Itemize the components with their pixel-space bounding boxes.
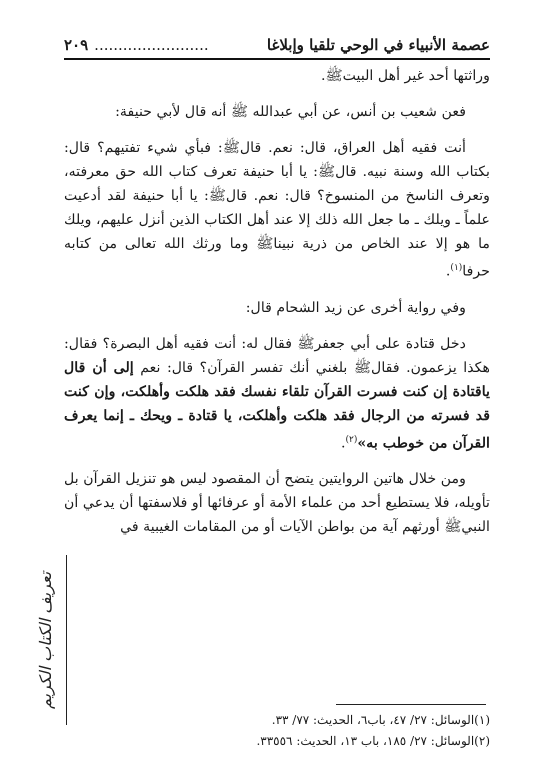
paragraph-2: فعن شعيب بن أنس، عن أبي عبدالله ﷺ أنه قال لأبي حنيفة: xyxy=(115,104,466,120)
main-text xyxy=(64,64,490,539)
side-margin xyxy=(30,555,67,725)
header-dots: ........................ xyxy=(94,36,209,54)
paragraph-4: وفي رواية أخرى عن زيد الشحام قال: xyxy=(245,299,466,316)
paragraph-3-end: . xyxy=(445,263,451,280)
paragraph-5-end: . xyxy=(341,435,346,452)
paragraph-5 xyxy=(64,332,490,456)
footnote-ref-2[interactable]: (٢) xyxy=(345,434,358,445)
paragraph-6: ومن خلال هاتين الروايتين يتضح أن المقصود ليس هو تنزيل القرآن بل تأويله، فلا يستطيع أحد من علماء الأمة أو عرفائها أو فلاسفتها أن يدعي أن النبيﷺ أورثهم آية من بواطن الآيات أو من المقامات الغيبية في xyxy=(64,471,490,536)
paragraph-5-bold: إلى أن قال ياقتادة إن كنت فسرت القرآن تلقاء نفسك فقد هلكت وأهلكت، وإن كنت قد فسرته من الرجال فقد هلكت وأهلكت، يا قتادة ـ ويحك ـ إنما يعرف القرآن من خوطب به» xyxy=(64,359,490,452)
header-rule xyxy=(64,58,490,60)
footnote-rule xyxy=(336,704,486,705)
footnotes xyxy=(64,710,490,752)
paragraph-3-text: أنت فقيه أهل العراق، قال: نعم. قالﷺ: فبأي شيء تفتيهم؟ قال: بكتاب الله وسنة نبيه. قالﷺ: يا أبا حنيفة تعرف كتاب الله حق معرفته، وتعرف الناسخ من المنسوخ؟ قال: نعم. قالﷺ: يا أبا حنيفة لقد أدعيت علماً ـ ويلك ـ ما جعل الله ذلك إلا عند أهل الكتاب الذين أنزل عليهم، ويلك ما هو إلا عند الخاص من ذرية نبيناﷺ وما ورثك الله تعالى من كتابه حرفا xyxy=(64,140,490,280)
paragraph-3 xyxy=(64,136,490,284)
footnote-2: (٢)الوسائل: ٢٧/ ١٨٥، باب ١٣، الحديث: ٣٣٥٥٦. xyxy=(256,734,490,748)
footnote-ref-1[interactable]: (١) xyxy=(450,263,463,273)
running-header xyxy=(64,34,490,56)
header-title: عصمة الأنبياء في الوحي تلقيا وإبلاغا xyxy=(266,36,490,54)
paragraph-1: وراثتها أحد غير أهل البيتﷺ. xyxy=(320,68,490,84)
header-page-group xyxy=(64,36,209,54)
page-number: ٢٠٩ xyxy=(64,36,89,54)
paragraph-5-text: دخل قتادة على أبي جعفرﷺ فقال له: أنت فقيه أهل البصرة؟ فقال: هكذا يزعمون. فقالﷺ بلغني أنك تفسر القرآن؟ قال: نعم xyxy=(64,335,490,376)
footnote-1: (١)الوسائل: ٢٧/ ٤٧، باب٦، الحديث: ٧٧/ ٣٣. xyxy=(271,713,490,727)
side-section-title: تعريف الكتاب الكريم xyxy=(36,571,55,709)
